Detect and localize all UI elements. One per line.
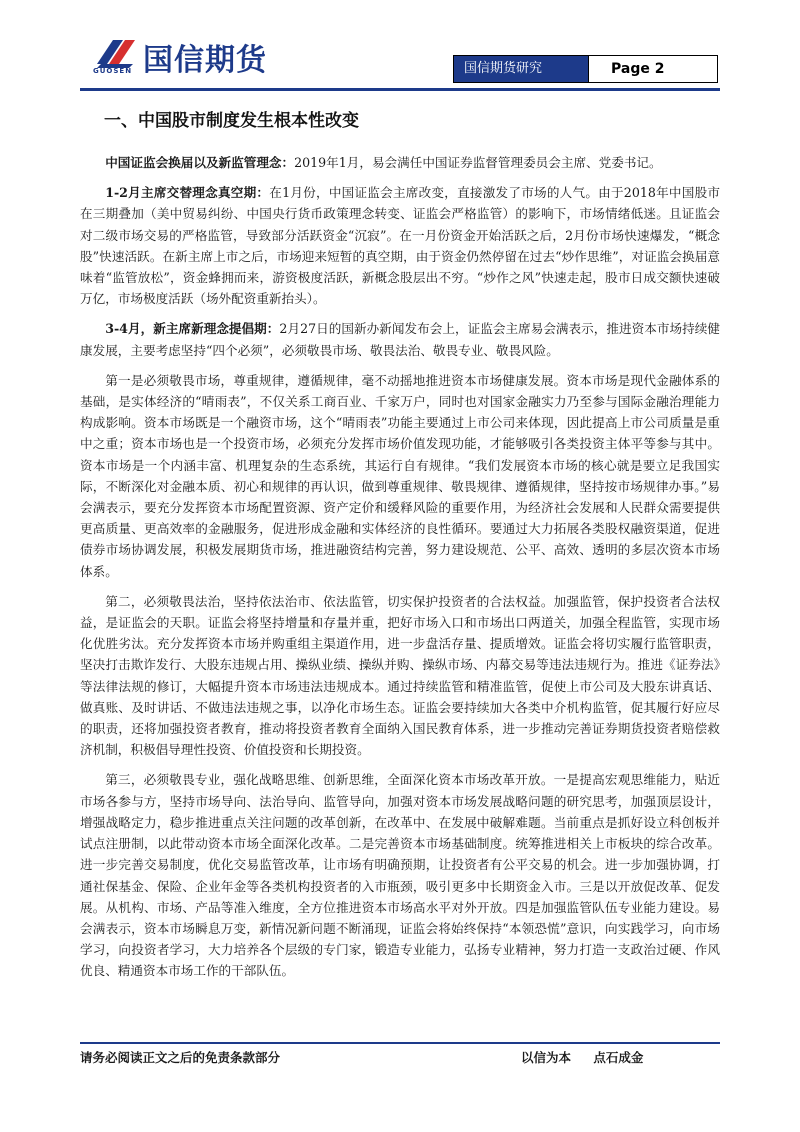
- logo-subtext: GUOSEN: [93, 67, 133, 75]
- paragraph: [80, 370, 720, 582]
- header-divider: [80, 88, 720, 91]
- paragraph: [80, 318, 720, 360]
- paragraph: [80, 182, 720, 309]
- paragraph-text: 2月27日的国新办新闻发布会上，证监会主席易会满表示，推进资本市场持续健康发展，主要考虑坚持“四个必须”，必须敬畏市场、敬畏法治、敬畏专业、敬畏风险。: [80, 321, 720, 358]
- company-logo: [93, 34, 283, 78]
- paragraph-text: 2019年1月，易会满任中国证券监督管理委员会主席、党委书记。: [294, 155, 662, 170]
- paragraph-text: 第一是必须敬畏市场，尊重规律，遵循规律，毫不动摇地推进资本市场健康发展。资本市场是现代金融体系的基础，是实体经济的“晴雨表”，不仅关系工商百业、千家万户，同时也对国家金融实力乃至参与国际金融治理能力构成影响。资本市场既是一个融资市场，这个“晴雨表”功能主要通过上市公司来体现，因此提高上市公司质量是重中之重；资本市场也是一个投资市场，必须充分发挥市场价值发现功能，才能够吸引各类投资主体平等参与其中。资本市场是一个内涵丰富、机理复杂的生态系统，其运行自有规律。“我们发展资本市场的核心就是要立足我国实际，不断深化对金融本质、初心和规律的再认识，做到尊重规律、敬畏规律、遵循规律，坚持按市场规律办事。”易会满表示，要充分发挥资本市场配置资源、资产定价和缓释风险的重要作用，为经济社会发展和人民群众需要提供更高质量、更高效率的金融服务，促进形成金融和实体经济的良性循环。要通过大力拓展各类股权融资渠道，促进债券市场协调发展，积极发展期货市场，推进融资结构完善，努力建设规范、公平、高效、透明的多层次资本市场体系。: [80, 372, 720, 579]
- section-title: 一、中国股市制度发生根本性改变: [104, 111, 359, 131]
- paragraph: [80, 152, 720, 173]
- paragraph-lead: 1-2月主席交替理念真空期：: [105, 185, 270, 201]
- page-number: Page 2: [588, 55, 718, 83]
- paragraph-lead: 中国证监会换届以及新监管理念：: [105, 155, 295, 170]
- body-content: [80, 152, 720, 991]
- paragraph-text: 在1月份，中国证监会主席改变，直接激发了市场的人气。由于2018年中国股市在三期叠加（美中贸易纠纷、中国央行货币政策理念转变、证监会严格监管）的影响下，市场情绪低迷。且证监会对二级市场交易的严格监管，导致部分活跃资金“沉寂”。在一月份资金开始活跃之后，2月份市场快速爆发，“概念股”快速活跃。在新主席上市之后，市场迎来短暂的真空期，由于资金仍然停留在过去“炒作思维”，对证监会换届意味着“监管放松”，资金蜂拥而来，游资极度活跃，新概念股层出不穷。“炒作之风”快速走起，股市日成交额快速破万亿，市场极度活跃（场外配资重新抬头）。: [80, 185, 720, 307]
- disclaimer-note: 请务必阅读正文之后的免责条款部分: [80, 1050, 281, 1065]
- paragraph-text: 第二，必须敬畏法治，坚持依法治市、依法监管，切实保护投资者的合法权益。加强监管，保护投资者合法权益，是证监会的天职。证监会将坚持增量和存量并重，把好市场入口和市场出口两道关，加强全程监管，实现市场化优胜劣汰。充分发挥资本市场并购重组主渠道作用，进一步盘活存量、提质增效。证监会将切实履行监管职责，坚决打击欺诈发行、大股东违规占用、操纵业绩、操纵并购、操纵市场、内幕交易等违法违规行为。推进《证券法》等法律法规的修订，大幅提升资本市场违法违规成本。通过持续监管和精准监管，促使上市公司及大股东讲真话、做真账、及时讲话、不做违法违规之事，以净化市场生态。证监会要持续加大各类中介机构监管，促其履行好应尽的职责，还将加强投资者教育，推动将投资者教育全面纳入国民教育体系，进一步推动完善证券期货投资者赔偿救济机制，积极倡导理性投资、价值投资和长期投资。: [80, 593, 720, 758]
- brand-label: 国信期货研究: [453, 55, 588, 83]
- page-header: [0, 0, 800, 100]
- footer-divider: [80, 1042, 720, 1044]
- paragraph: [80, 769, 720, 981]
- logo-text: 国信期货: [143, 43, 267, 78]
- paragraph-lead: 3-4月，新主席新理念提倡期：: [105, 321, 280, 337]
- paragraph-text: 第三，必须敬畏专业，强化战略思维、创新思维，全面深化资本市场改革开放。一是提高宏观思维能力，贴近市场各参与方，坚持市场导向、法治导向、监管导向，加强对资本市场发展战略问题的研究思考，加强顶层设计，增强战略定力，稳步推进重点关注问题的改革创新，在改革中、在发展中破解难题。当前重点是抓好设立科创板并试点注册制，以此带动资本市场全面深化改革。二是完善资本市场基础制度。统筹推进相关上市板块的综合改革。进一步完善交易制度，优化交易监管改革，让市场有明确预期，让投资者有公平交易的机会。进一步加强协调，打通社保基金、保险、企业年金等各类机构投资者的入市瓶颈，吸引更多中长期资金入市。三是以开放促改革、促发展。从机构、市场、产品等准入维度，全方位推进资本市场高水平对外开放。四是加强监管队伍专业能力建设。易会满表示，资本市场瞬息万变，新情况新问题不断涌现，证监会将始终保持“本领恐慌”意识，向实践学习，向市场学习，向投资者学习，大力培养各个层级的专门家，锻造专业能力，弘扬专业精神，努力打造一支政治过硬、作风优良、精通资本市场工作的干部队伍。: [80, 772, 720, 979]
- company-slogan: 以信为本 点石成金: [521, 1050, 644, 1065]
- paragraph: [80, 591, 720, 761]
